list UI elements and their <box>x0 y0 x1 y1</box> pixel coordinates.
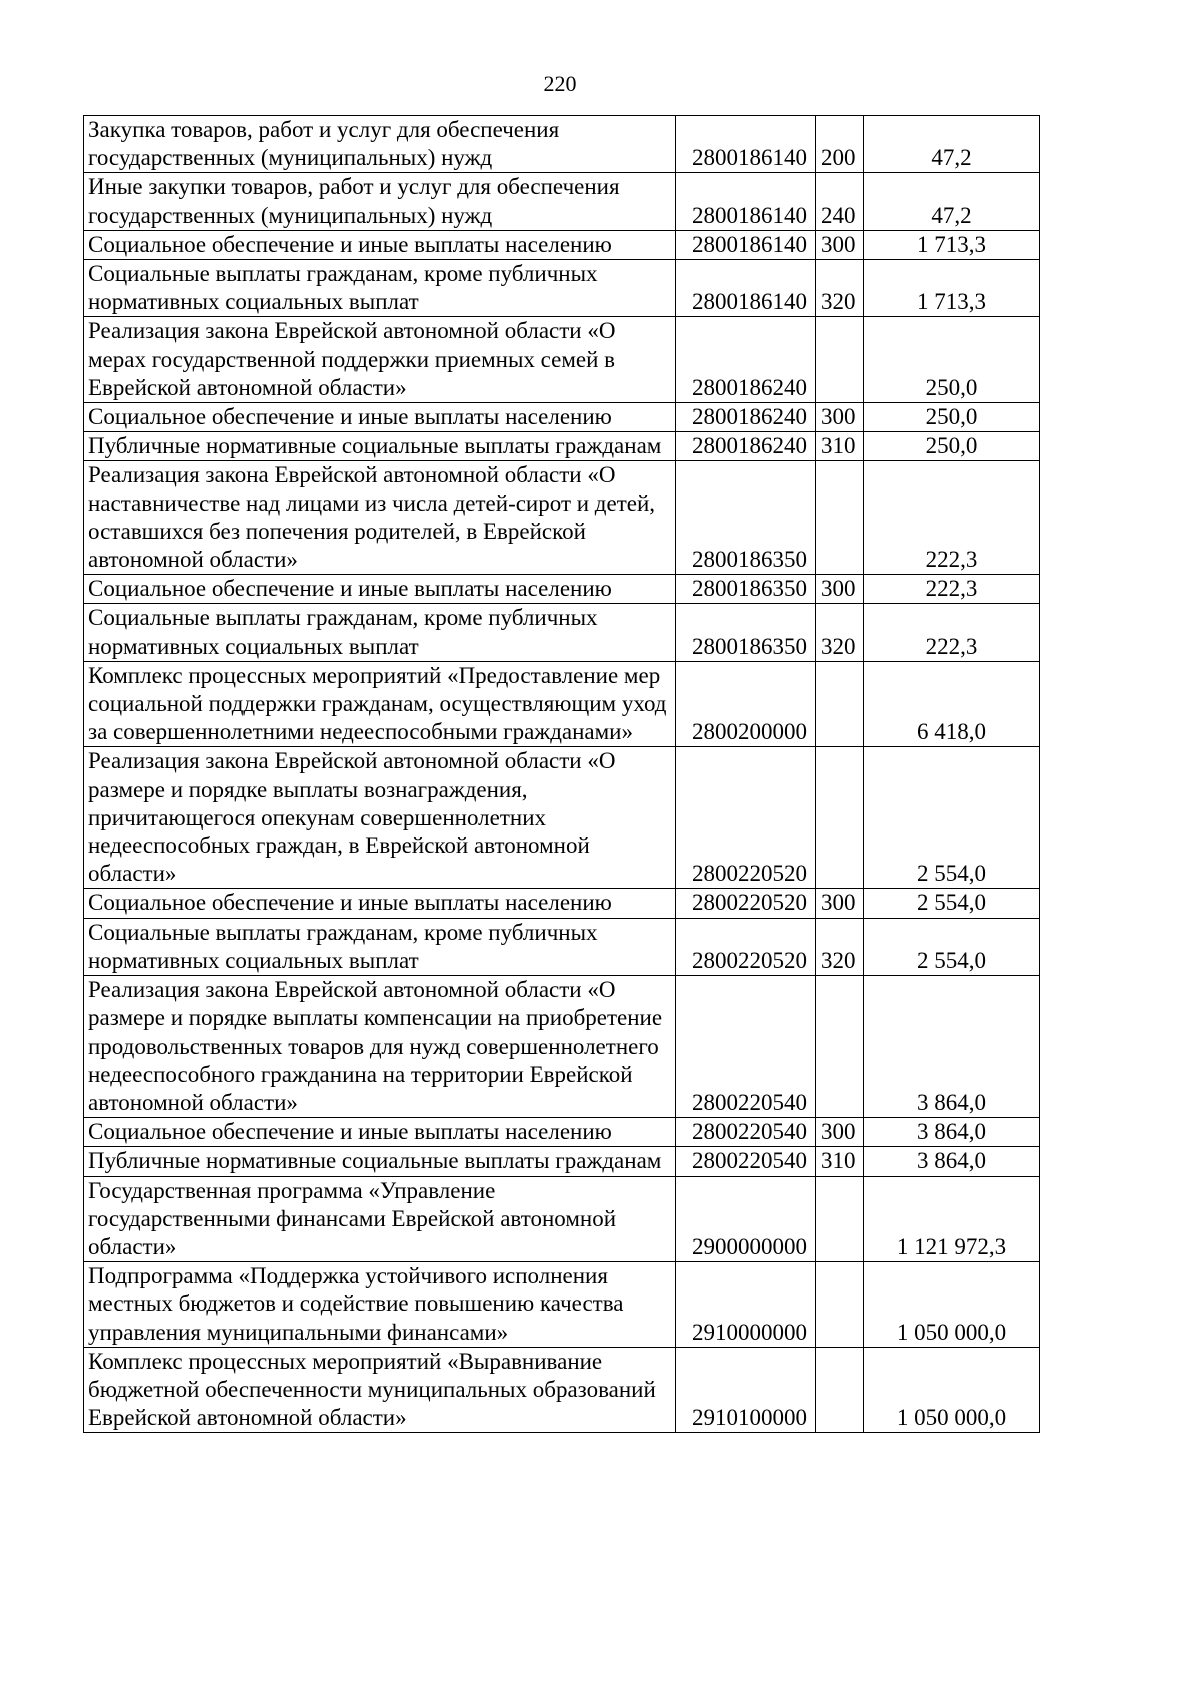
row-amount: 250,0 <box>864 403 1040 432</box>
table-row <box>84 747 1040 889</box>
table-row <box>84 1147 1040 1176</box>
row-expense-type: 200 <box>816 116 864 173</box>
row-code: 2910000000 <box>676 1262 816 1348</box>
row-code: 2800186240 <box>676 403 816 432</box>
row-code: 2800186240 <box>676 432 816 461</box>
table-row <box>84 1176 1040 1262</box>
table-row <box>84 604 1040 661</box>
row-name: Реализация закона Еврейской автономной области «О наставничестве над лицами из числа детей-сирот и детей, оставшихся без попечения родителей, в Еврейской автономной области» <box>84 461 676 575</box>
table-row <box>84 1262 1040 1348</box>
row-expense-type <box>816 976 864 1118</box>
row-name: Иные закупки товаров, работ и услуг для обеспечения государственных (муниципальных) нужд <box>84 173 676 230</box>
row-expense-type <box>816 461 864 575</box>
row-code: 2800220540 <box>676 1118 816 1147</box>
row-expense-type: 310 <box>816 1147 864 1176</box>
row-code: 2800186350 <box>676 461 816 575</box>
row-expense-type: 300 <box>816 230 864 259</box>
table-row <box>84 976 1040 1118</box>
row-amount: 1 121 972,3 <box>864 1176 1040 1262</box>
row-code: 2800200000 <box>676 661 816 747</box>
budget-table <box>83 115 1040 1433</box>
row-code: 2800186140 <box>676 260 816 317</box>
row-code: 2800186140 <box>676 230 816 259</box>
row-amount: 3 864,0 <box>864 976 1040 1118</box>
row-amount: 222,3 <box>864 461 1040 575</box>
row-expense-type <box>816 661 864 747</box>
row-name: Публичные нормативные социальные выплаты гражданам <box>84 1147 676 1176</box>
row-name: Социальное обеспечение и иные выплаты населению <box>84 889 676 918</box>
row-name: Подпрограмма «Поддержка устойчивого исполнения местных бюджетов и содействие повышению качества управления муниципальными финансами» <box>84 1262 676 1348</box>
table-row <box>84 889 1040 918</box>
row-expense-type: 300 <box>816 889 864 918</box>
page-number: 220 <box>543 71 577 96</box>
budget-table-body <box>84 116 1040 1433</box>
row-expense-type <box>816 1262 864 1348</box>
row-amount: 250,0 <box>864 432 1040 461</box>
row-code: 2800186350 <box>676 604 816 661</box>
table-row <box>84 1118 1040 1147</box>
table-row <box>84 432 1040 461</box>
row-name: Социальное обеспечение и иные выплаты населению <box>84 1118 676 1147</box>
row-expense-type: 300 <box>816 575 864 604</box>
row-amount: 2 554,0 <box>864 918 1040 975</box>
row-name: Социальное обеспечение и иные выплаты населению <box>84 230 676 259</box>
row-code: 2900000000 <box>676 1176 816 1262</box>
row-code: 2800186140 <box>676 173 816 230</box>
row-amount: 47,2 <box>864 116 1040 173</box>
row-code: 2800220540 <box>676 1147 816 1176</box>
row-amount: 250,0 <box>864 317 1040 403</box>
row-amount: 2 554,0 <box>864 747 1040 889</box>
table-row <box>84 661 1040 747</box>
table-row <box>84 1347 1040 1433</box>
row-name: Социальные выплаты гражданам, кроме публичных нормативных социальных выплат <box>84 260 676 317</box>
row-expense-type: 320 <box>816 604 864 661</box>
row-expense-type: 300 <box>816 403 864 432</box>
row-expense-type <box>816 1176 864 1262</box>
row-amount: 222,3 <box>864 604 1040 661</box>
table-row <box>84 173 1040 230</box>
row-amount: 222,3 <box>864 575 1040 604</box>
row-name: Социальное обеспечение и иные выплаты населению <box>84 575 676 604</box>
row-code: 2800186240 <box>676 317 816 403</box>
row-amount: 1 713,3 <box>864 230 1040 259</box>
row-expense-type <box>816 747 864 889</box>
row-code: 2800220540 <box>676 976 816 1118</box>
row-name: Государственная программа «Управление государственными финансами Еврейской автономной области» <box>84 1176 676 1262</box>
table-row <box>84 260 1040 317</box>
table-row <box>84 575 1040 604</box>
row-name: Комплекс процессных мероприятий «Предоставление мер социальной поддержки гражданам, осуществляющим уход за совершеннолетними недееспособными гражданами» <box>84 661 676 747</box>
row-expense-type: 310 <box>816 432 864 461</box>
row-expense-type <box>816 317 864 403</box>
row-amount: 47,2 <box>864 173 1040 230</box>
row-code: 2800220520 <box>676 889 816 918</box>
table-row <box>84 918 1040 975</box>
row-code: 2800220520 <box>676 918 816 975</box>
row-amount: 1 050 000,0 <box>864 1262 1040 1348</box>
row-amount: 6 418,0 <box>864 661 1040 747</box>
row-name: Реализация закона Еврейской автономной области «О размере и порядке выплаты компенсации на приобретение продовольственных товаров для нужд совершеннолетнего недееспособного гражданина на территории Еврейской автономной области» <box>84 976 676 1118</box>
row-expense-type: 320 <box>816 260 864 317</box>
row-name: Социальные выплаты гражданам, кроме публичных нормативных социальных выплат <box>84 604 676 661</box>
row-name: Социальное обеспечение и иные выплаты населению <box>84 403 676 432</box>
row-expense-type: 240 <box>816 173 864 230</box>
row-code: 2800186140 <box>676 116 816 173</box>
table-row <box>84 230 1040 259</box>
row-amount: 3 864,0 <box>864 1147 1040 1176</box>
row-name: Комплекс процессных мероприятий «Выравнивание бюджетной обеспеченности муниципальных образований Еврейской автономной области» <box>84 1347 676 1433</box>
table-row <box>84 116 1040 173</box>
row-expense-type: 320 <box>816 918 864 975</box>
row-expense-type: 300 <box>816 1118 864 1147</box>
row-name: Реализация закона Еврейской автономной области «О размере и порядке выплаты вознаграждения, причитающегося опекунам совершеннолетних недееспособных граждан, в Еврейской автономной области» <box>84 747 676 889</box>
row-name: Реализация закона Еврейской автономной области «О мерах государственной поддержки приемных семей в Еврейской автономной области» <box>84 317 676 403</box>
row-amount: 3 864,0 <box>864 1118 1040 1147</box>
row-amount: 2 554,0 <box>864 889 1040 918</box>
row-name: Закупка товаров, работ и услуг для обеспечения государственных (муниципальных) нужд <box>84 116 676 173</box>
row-code: 2800186350 <box>676 575 816 604</box>
row-name: Социальные выплаты гражданам, кроме публичных нормативных социальных выплат <box>84 918 676 975</box>
row-code: 2800220520 <box>676 747 816 889</box>
row-code: 2910100000 <box>676 1347 816 1433</box>
row-expense-type <box>816 1347 864 1433</box>
table-row <box>84 461 1040 575</box>
row-amount: 1 713,3 <box>864 260 1040 317</box>
row-name: Публичные нормативные социальные выплаты гражданам <box>84 432 676 461</box>
row-amount: 1 050 000,0 <box>864 1347 1040 1433</box>
table-row <box>84 317 1040 403</box>
table-row <box>84 403 1040 432</box>
